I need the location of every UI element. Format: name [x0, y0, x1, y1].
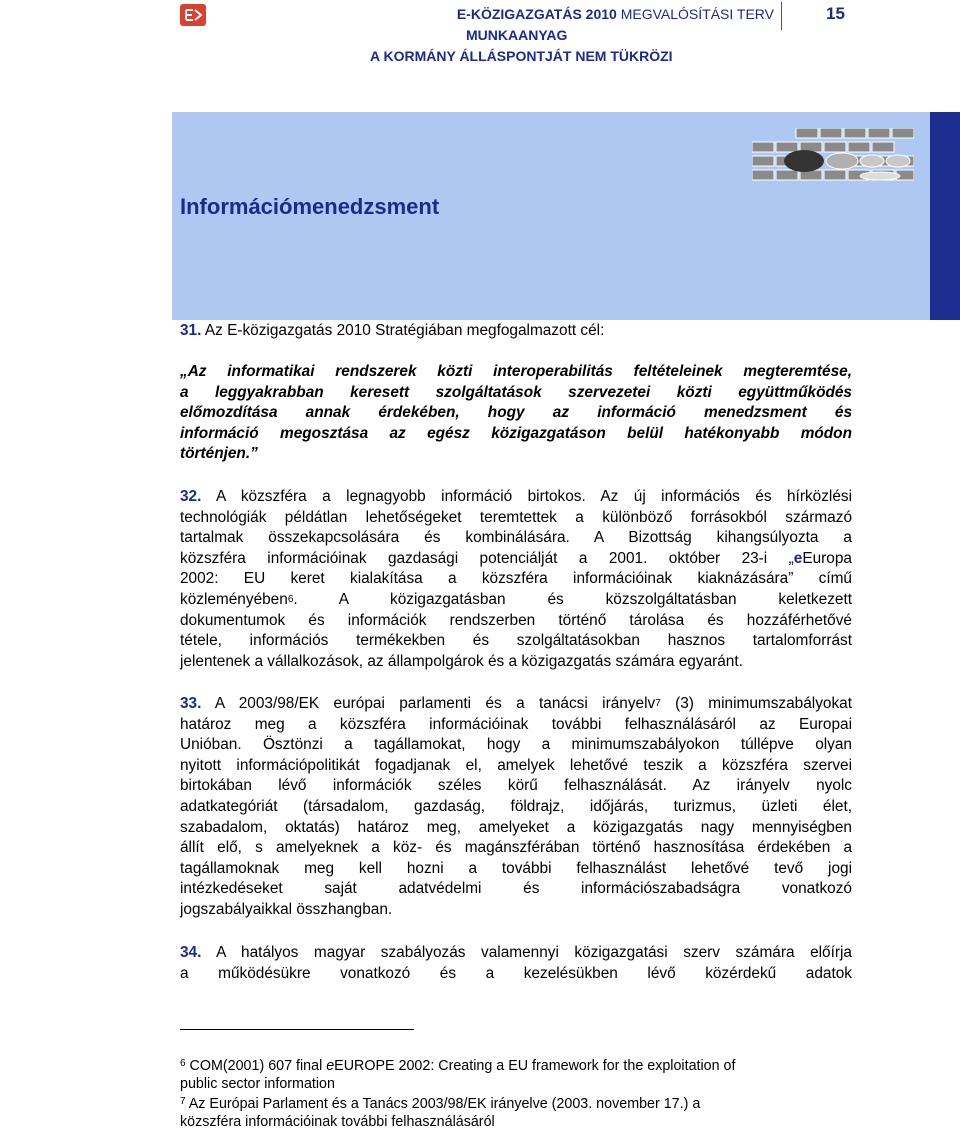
banner-side-band [930, 112, 960, 320]
text-line: közszféra információinak gazdasági potenciálját a 2001. október 23-i „ [180, 549, 794, 567]
text-line: jogszabályaikkal összhangban. [180, 900, 393, 918]
text-line: a leggyakrabban keresett szolgáltatások szervezetei közti együttműködés [180, 383, 852, 401]
footnote-mark: 7 [180, 1096, 186, 1107]
footnote-7: $^7$ Az Európai Parlament és a Tanács 2003/98/EK irányelve (2003. november 17.) a közszféra információinak további felhasználásáról [180, 1096, 701, 1130]
footnote-divider [180, 1029, 414, 1030]
paragraph-32 [180, 487, 852, 672]
text-line: határoz meg a közszféra információinak további felhasználásáról az Europai [180, 715, 852, 733]
text-line: A közszféra a legnagyobb információ birtokos. Az új információs és hírközlési [201, 488, 852, 505]
paragraph-31 [180, 321, 852, 342]
text-line: A hatályos magyar szabályozás valamennyi közigazgatási szerv számára előírja [201, 944, 852, 961]
text-fragment: közleményében [180, 590, 288, 608]
text-line: birtokában lévő információk széles körű felhasználását. Az irányelv nyolc [180, 777, 852, 795]
strategy-quote [180, 362, 852, 465]
text-line: „Az informatikai rendszerek közti interoperabilitás feltételeinek megteremtése, [180, 363, 852, 380]
header-separator [781, 2, 782, 30]
text-line: szabadalom, oktatás) határoz meg, amelyeket a közigazgatás nagy mennyiségben [180, 818, 852, 836]
footnote-mark: 6 [180, 1058, 186, 1069]
page-number: 15 [826, 4, 845, 23]
text-line: történjen.” [180, 445, 258, 463]
footnote-6: $^6$ COM(2001) 607 final eEUROPE 2002: Creating a EU framework for the exploitation of public sector information [180, 1058, 736, 1092]
footnote-ref[interactable]: 6 [287, 593, 294, 605]
text-line: intézkedéseket saját adatvédelmi és információszabadságra vonatkozó [180, 880, 852, 898]
text-line: jelentenek a vállalkozások, az állampolgárok és a közigazgatás számára egyaránt. [180, 652, 743, 670]
text-line: technológiák példátlan lehetőségeket teremtettek a különböző forrásokból származó [180, 508, 852, 526]
text-line: Unióban. Ösztönzi a tagállamokat, hogy a minimumszabályokon túllépve olyan [180, 736, 852, 754]
text-line: tagállamoknak meg kell hozni a további felhasználást lehetővé tevő jogi [180, 859, 852, 877]
paragraph-number: 32. [180, 488, 202, 505]
paragraph-number: 34. [180, 944, 202, 961]
footnote-ref[interactable]: 7 [655, 698, 661, 709]
paragraph-34 [180, 943, 852, 984]
text-line: Az E-közigazgatás 2010 Stratégiában megfogalmazott cél: [204, 322, 605, 339]
text-fragment: A 2003/98/EK európai parlamenti és a tanácsi irányelv [201, 695, 656, 712]
network-grid-icon [752, 128, 914, 188]
header-title: E-KÖZIGAZGATÁS 2010 MEGVALÓSÍTÁSI TERV [456, 6, 774, 22]
ekk-logo-icon [180, 4, 206, 26]
text-line: adatkategóriát (társadalom, gazdaság, földrajz, időjárás, turizmus, üzleti élet, [180, 797, 852, 815]
text-line: dokumentumok és információk rendszerben történő tárolása és hozzáférhetővé [180, 611, 852, 629]
header-disclaimer: A KORMÁNY ÁLLÁSPONTJÁT NEM TÜKRÖZI [370, 48, 673, 64]
text-line: tétele, információs termékekben és szolgáltatásokban hasznos tartalomforrást [180, 632, 852, 650]
text-line: a működésükre vonatkozó és a kezelésükben lévő közérdekű adatok [180, 964, 852, 982]
header-status: MUNKAANYAG [466, 27, 568, 43]
paragraph-33 [180, 694, 852, 921]
text-fragment: (3) minimumszabályokat [660, 695, 852, 712]
text-line: információ megosztása az egész közigazgatáson belül hatékonyabb módon [180, 424, 852, 442]
text-fragment: Europa [802, 549, 852, 567]
text-line: nyitott információpolitikát fogadjanak el, amelyek lehetővé teszik a közszféra szervei [180, 756, 852, 774]
paragraph-number: 33. [180, 695, 202, 712]
section-title: Információmenedzsment [180, 194, 440, 219]
text-line: állít elő, s amelyeknek a köz- és magánszférában történő hasznosítása érdekében a [180, 839, 852, 857]
text-line: 2002: EU keret kialakítása a közszféra információinak kiaknázására” című [180, 570, 852, 588]
paragraph-number: 31. [180, 322, 202, 339]
text-line: tartalmak összekapcsolására és kombinálására. A Bizottság kihangsúlyozta a [180, 529, 852, 547]
text-fragment: . A közigazgatásban és közszolgáltatásban keletkezett [293, 590, 852, 608]
highlight-e: e [793, 549, 803, 567]
text-line: előmozdítása annak érdekében, hogy az információ menedzsment és [180, 404, 852, 422]
